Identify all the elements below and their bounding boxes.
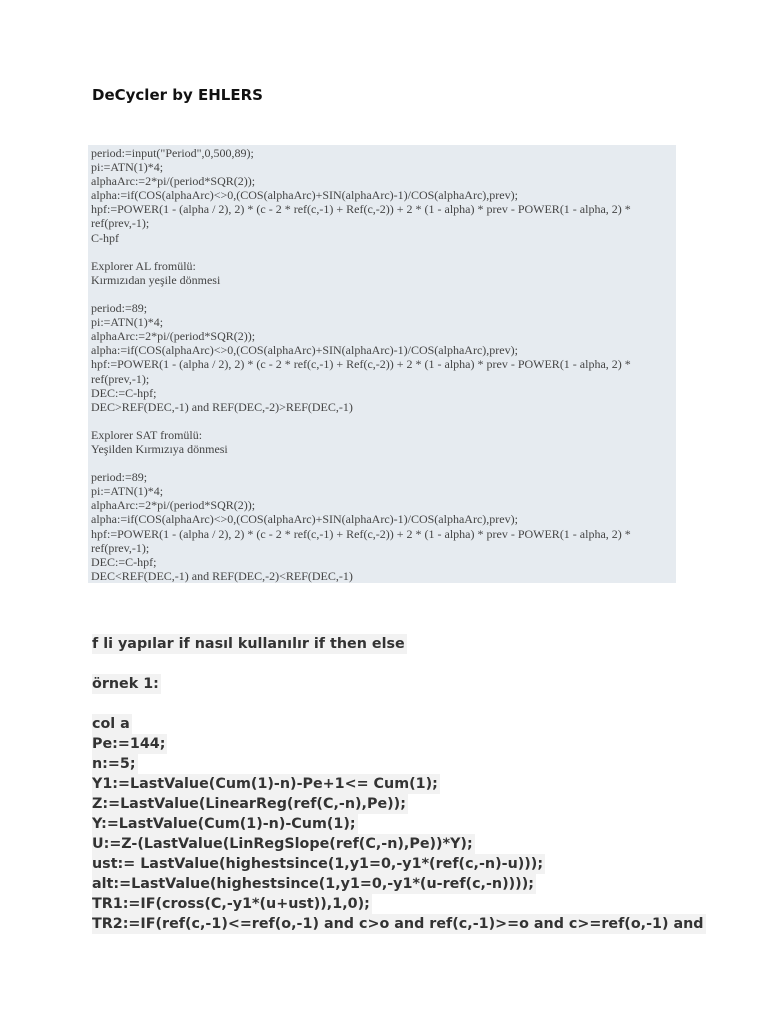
code-line: alpha:=if(COS(alphaArc)<>0,(COS(alphaArc)+SIN(alphaArc)-1)/COS(alphaArc),prev); [91,512,518,527]
formula-line-text: örnek 1: [92,676,159,692]
formula-line [92,694,692,714]
formula-line-text: alt:=LastValue(highestsince(1,y1=0,-y1*(u-ref(c,-n)))); [92,876,534,892]
code-line: ref(prev,-1); [91,371,150,386]
formula-section [92,634,704,934]
formula-line [92,734,692,754]
formula-line [92,894,692,914]
formula-line-text: ust:= LastValue(highestsince(1,y1=0,-y1*(ref(c,-n)-u))); [92,856,544,872]
formula-line [92,754,692,774]
formula-line [92,714,692,734]
code-line: hpf:=POWER(1 - (alpha / 2), 2) * (c - 2 * ref(c,-1) + Ref(c,-2)) + 2 * (1 - alpha) * prev - POWER(1 - alpha, 2) * [91,526,631,541]
code-line: alphaArc:=2*pi/(period*SQR(2)); [91,329,256,344]
code-line: hpf:=POWER(1 - (alpha / 2), 2) * (c - 2 * ref(c,-1) + Ref(c,-2)) + 2 * (1 - alpha) * prev - POWER(1 - alpha, 2) * [91,202,631,217]
formula-line [92,834,692,854]
formula-line [92,914,704,934]
formula-line [92,874,692,894]
code-line: Kırmızıdan yeşile dönmesi [91,272,221,287]
code-line: Explorer AL fromülü: [91,258,196,273]
code-block [88,145,676,583]
formula-line-text: TR1:=IF(cross(C,-y1*(u+ust)),1,0); [92,896,370,912]
code-line: Yeşilden Kırmızıya dönmesi [91,441,228,456]
code-line: period:=input("Period",0,500,89); [91,146,254,160]
code-line [91,287,672,301]
formula-line [92,794,692,814]
formula-line [92,634,692,654]
code-line: pi:=ATN(1)*4; [91,315,164,330]
code-line: DEC:=C-hpf; [91,554,157,569]
formula-line-text: Y:=LastValue(Cum(1)-n)-Cum(1); [92,816,356,832]
code-line: DEC:=C-hpf; [91,385,157,400]
code-line: pi:=ATN(1)*4; [91,160,164,175]
code-line [91,456,672,470]
formula-line-text: Pe:=144; [92,736,166,752]
code-line [91,245,672,259]
page-title: DeCycler by EHLERS [92,86,263,104]
formula-line-text: n:=5; [92,756,136,772]
code-line: C-hpf [91,230,119,245]
code-line: ref(prev,-1); [91,216,150,231]
formula-line-text: Z:=LastValue(LinearReg(ref(C,-n),Pe)); [92,796,406,812]
code-line: DEC>REF(DEC,-1) and REF(DEC,-2)>REF(DEC,-1) [91,399,353,414]
code-line: Explorer SAT fromülü: [91,427,203,442]
formula-line [92,674,692,694]
code-line: alphaArc:=2*pi/(period*SQR(2)); [91,174,256,189]
code-line: ref(prev,-1); [91,540,150,555]
code-line: alpha:=if(COS(alphaArc)<>0,(COS(alphaArc)+SIN(alphaArc)-1)/COS(alphaArc),prev); [91,188,518,203]
code-line: hpf:=POWER(1 - (alpha / 2), 2) * (c - 2 * ref(c,-1) + Ref(c,-2)) + 2 * (1 - alpha) * prev - POWER(1 - alpha, 2) * [91,357,631,372]
code-line: period:=89; [91,470,148,485]
formula-line-text: Y1:=LastValue(Cum(1)-n)-Pe+1<= Cum(1); [92,776,438,792]
code-line: DEC<REF(DEC,-1) and REF(DEC,-2)<REF(DEC,-1) [91,568,353,583]
code-line: alphaArc:=2*pi/(period*SQR(2)); [91,498,256,513]
formula-line [92,854,692,874]
formula-line-text: f li yapılar if nasıl kullanılır if then else [92,636,405,652]
code-line: alpha:=if(COS(alphaArc)<>0,(COS(alphaArc)+SIN(alphaArc)-1)/COS(alphaArc),prev); [91,343,518,358]
formula-line-text: TR2:=IF(ref(c,-1)<=ref(o,-1) and c>o and ref(c,-1)>=o and c>=ref(o,-1) and [92,916,704,932]
code-line: period:=89; [91,301,148,316]
formula-line-text: col a [92,716,130,732]
code-line: pi:=ATN(1)*4; [91,484,164,499]
formula-line [92,654,692,674]
formula-line [92,774,692,794]
code-line [91,414,672,428]
formula-line [92,814,692,834]
formula-line-text: U:=Z-(LastValue(LinRegSlope(ref(C,-n),Pe))*Y); [92,836,473,852]
